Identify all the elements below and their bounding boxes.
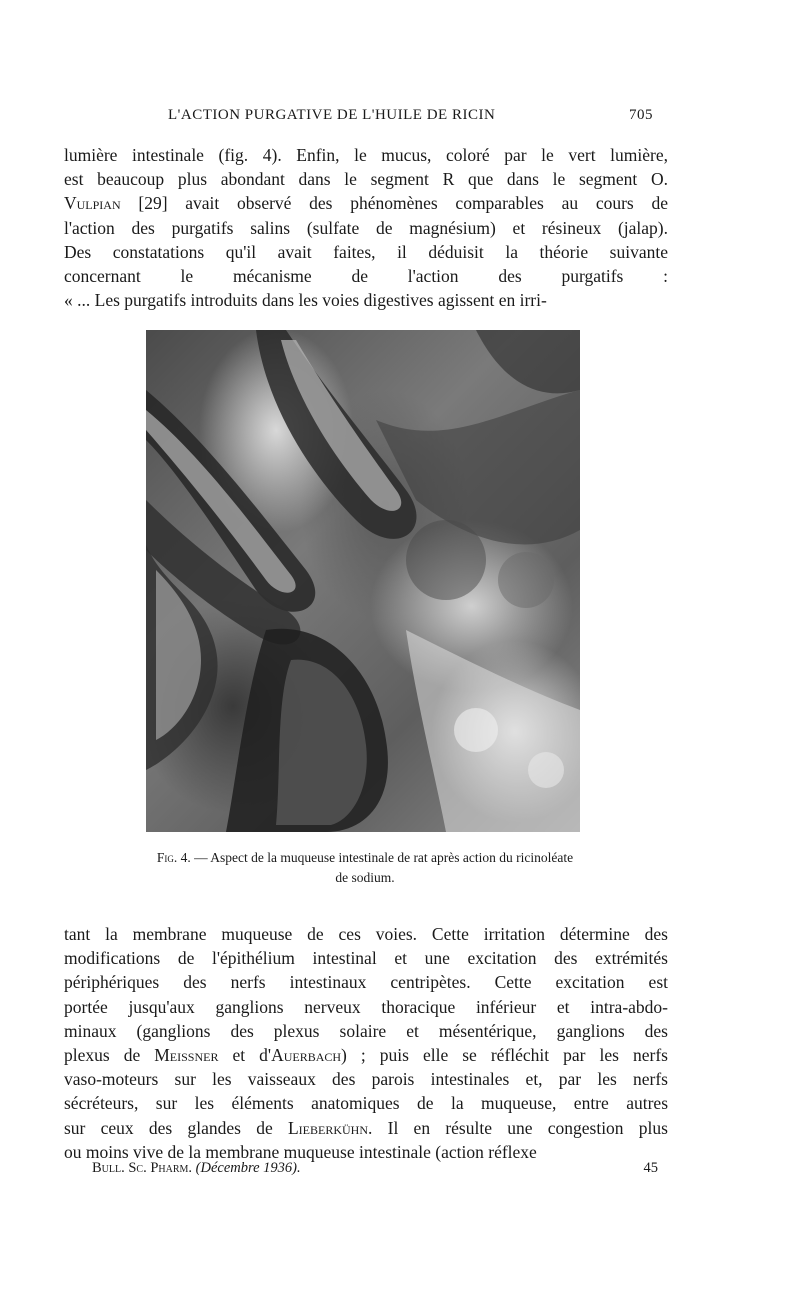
caption-label: Fig. 4. [156,850,191,865]
micrograph-image [146,330,580,832]
signature-mark: 45 [643,1160,658,1176]
text-line: l'action des purgatifs salins (sulfate de magnésium) et résineux (jalap). [64,217,668,238]
running-title: L'ACTION PURGATIVE DE L'HUILE DE RICIN [168,107,496,123]
caption-line-2: de sodium. [335,870,395,885]
text-line: sécréteurs, sur les éléments anatomiques de la muqueuse, entre autres [64,1093,668,1114]
author-name: Lieberkühn [287,1117,368,1138]
text-line: lumière intestinale (fig. 4). Enfin, le mucus, coloré par le vert lumière, [64,145,668,165]
issue-date: (Décembre 1936). [195,1160,301,1176]
caption-text: — Aspect de la muqueuse intestinale de rat après action du ricinoléate [190,850,574,865]
text-line: concernant le mécanisme de l'action des purgatifs : [64,266,668,287]
paragraph-top [64,143,668,312]
text-line: tant la membrane muqueuse de ces voies. Cette irritation détermine des [64,924,668,944]
text-line: plexus de Meissner et d'Auerbach) ; puis elle se réfléchit par les nerfs [64,1045,668,1066]
text-line: portée jusqu'aux ganglions nerveux thoracique inférieur et intra-abdo- [64,996,668,1017]
paragraph-bottom [64,922,668,1164]
text-line: Des constatations qu'il avait faites, il déduisit la théorie suivante [64,241,668,262]
journal-name: Bull. Sc. Pharm. [92,1160,193,1176]
journal-reference [92,1160,301,1177]
author-name: Auerbach [271,1045,342,1066]
text-line: ou moins vive de la membrane muqueuse intestinale (action réflexe [64,1141,537,1162]
text-line: sur ceux des glandes de Lieberkühn. Il en résulte une congestion plus [64,1117,668,1138]
micrograph-figure [146,330,580,832]
text-line: « ... Les purgatifs introduits dans les voies digestives agissent en irri- [64,290,547,311]
page-number: 705 [629,107,653,123]
text-line: Vulpian [29] avait observé des phénomènes comparables au cours de [64,193,668,214]
text-line: périphériques des nerfs intestinaux centripètes. Cette excitation est [64,972,668,993]
author-name: Meissner [154,1045,219,1066]
text-line: vaso-moteurs sur les vaisseaux des parois intestinales et, par les nerfs [64,1069,668,1090]
text-line: minaux (ganglions des plexus solaire et mésentérique, ganglions des [64,1020,668,1041]
figure-caption [80,848,650,888]
text-line: modifications de l'épithélium intestinal et une excitation des extrémités [64,948,668,969]
author-name: Vulpian [64,193,121,214]
caption-line-1 [80,848,650,868]
text-line: est beaucoup plus abondant dans le segment R que dans le segment O. [64,169,668,190]
